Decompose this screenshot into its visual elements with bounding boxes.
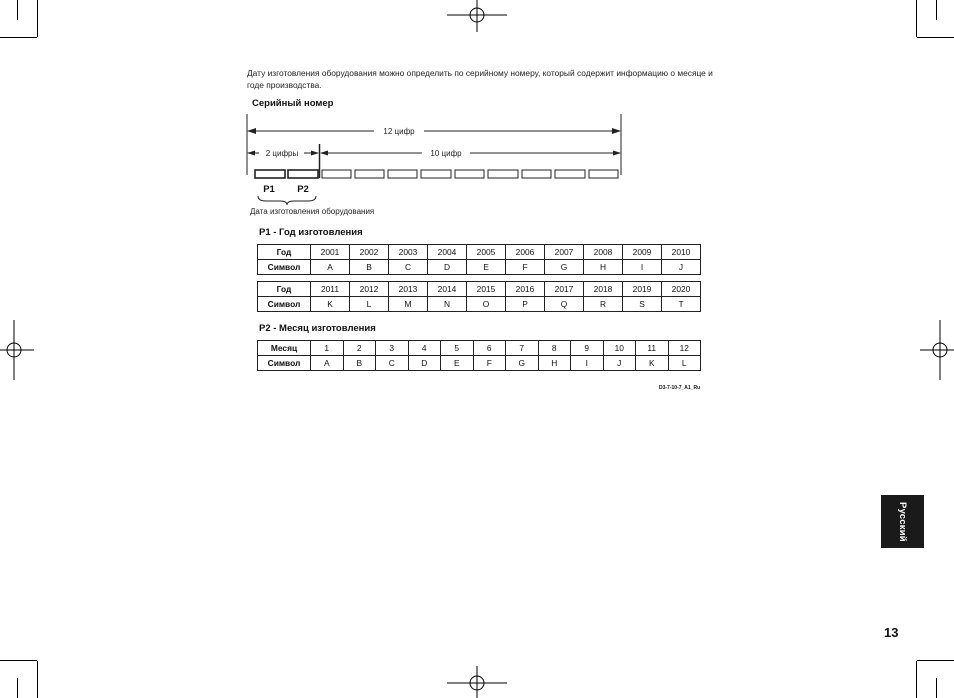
twelve-digits-label: 12 цифр — [383, 127, 415, 136]
year-cell: 2007 — [545, 245, 584, 260]
year-cell: 2018 — [584, 282, 623, 297]
year-cell: 2003 — [389, 245, 428, 260]
row-header-symbol: Символ — [258, 260, 311, 275]
symbol-cell: E — [441, 356, 474, 371]
year-cell: 2012 — [350, 282, 389, 297]
manufacture-date-label: Дата изготовления оборудования — [250, 207, 375, 216]
symbol-cell: T — [662, 297, 701, 312]
brace — [258, 196, 316, 205]
crop-mark — [936, 0, 937, 20]
arrow-head — [247, 128, 256, 134]
digit-box — [455, 170, 484, 178]
crop-mark — [0, 660, 37, 661]
month-cell: 11 — [636, 341, 669, 356]
crop-mark — [936, 678, 937, 698]
symbol-cell: A — [311, 356, 344, 371]
symbol-cell: H — [538, 356, 571, 371]
symbol-cell: K — [636, 356, 669, 371]
symbol-cell: M — [389, 297, 428, 312]
p2-label: P2 — [297, 184, 309, 195]
month-cell: 10 — [603, 341, 636, 356]
month-cell: 4 — [408, 341, 441, 356]
symbol-cell: C — [376, 356, 409, 371]
arrow-head — [247, 151, 255, 156]
digit-boxes — [255, 170, 618, 178]
digit-box — [589, 170, 618, 178]
registration-mark-bottom — [447, 666, 507, 698]
year-cell: 2013 — [389, 282, 428, 297]
year-cell: 2014 — [428, 282, 467, 297]
crop-mark — [17, 0, 18, 20]
symbol-cell: O — [467, 297, 506, 312]
crop-mark — [916, 661, 917, 698]
symbol-cell: B — [350, 260, 389, 275]
arrow-head — [613, 151, 621, 156]
arrow-head — [320, 151, 328, 156]
digit-box-p2 — [288, 170, 318, 178]
page-number: 13 — [884, 625, 899, 640]
digit-box — [355, 170, 384, 178]
symbol-cell: C — [389, 260, 428, 275]
year-section-heading: P1 - Год изготовления — [259, 227, 363, 238]
symbol-cell: I — [623, 260, 662, 275]
row-header-year: Год — [258, 282, 311, 297]
symbol-cell: Q — [545, 297, 584, 312]
month-cell: 9 — [571, 341, 604, 356]
symbol-cell: H — [584, 260, 623, 275]
year-table-2 — [257, 281, 701, 312]
row-header-month: Месяц — [258, 341, 311, 356]
crop-mark — [37, 661, 38, 698]
table-row — [258, 356, 701, 371]
year-cell: 2001 — [311, 245, 350, 260]
symbol-cell: F — [473, 356, 506, 371]
year-table-1 — [257, 244, 701, 275]
month-cell: 5 — [441, 341, 474, 356]
symbol-cell: G — [506, 356, 539, 371]
year-cell: 2015 — [467, 282, 506, 297]
p1-label: P1 — [263, 184, 275, 195]
month-cell: 12 — [668, 341, 701, 356]
year-cell: 2016 — [506, 282, 545, 297]
symbol-cell: L — [350, 297, 389, 312]
year-cell: 2004 — [428, 245, 467, 260]
serial-number-diagram — [244, 110, 634, 222]
two-digits-label: 2 цифры — [265, 149, 299, 158]
year-cell: 2008 — [584, 245, 623, 260]
symbol-cell: G — [545, 260, 584, 275]
language-tab — [881, 495, 924, 548]
row-header-year: Год — [258, 245, 311, 260]
crop-mark — [17, 678, 18, 698]
symbol-cell: B — [343, 356, 376, 371]
month-section-heading: P2 - Месяц изготовления — [259, 323, 376, 334]
year-cell: 2006 — [506, 245, 545, 260]
symbol-cell: I — [571, 356, 604, 371]
month-table — [257, 340, 701, 371]
symbol-cell: A — [311, 260, 350, 275]
digit-box — [488, 170, 518, 178]
month-cell: 8 — [538, 341, 571, 356]
month-cell: 2 — [343, 341, 376, 356]
digit-box — [421, 170, 451, 178]
symbol-cell: P — [506, 297, 545, 312]
arrow-head — [311, 151, 319, 156]
symbol-cell: J — [603, 356, 636, 371]
document-id: D3-7-10-7_A1_Ru — [659, 385, 701, 391]
symbol-cell: F — [506, 260, 545, 275]
year-cell: 2002 — [350, 245, 389, 260]
symbol-cell: D — [408, 356, 441, 371]
crop-mark — [917, 660, 954, 661]
month-cell: 7 — [506, 341, 539, 356]
registration-mark-top — [447, 0, 507, 32]
year-cell: 2020 — [662, 282, 701, 297]
year-cell: 2010 — [662, 245, 701, 260]
crop-mark — [917, 37, 954, 38]
intro-paragraph: Дату изготовления оборудования можно определить по серийному номеру, который содержит информацию о месяце и годе производства. — [247, 68, 713, 90]
symbol-cell: S — [623, 297, 662, 312]
symbol-cell: K — [311, 297, 350, 312]
month-cell: 3 — [376, 341, 409, 356]
ten-digits-label: 10 цифр — [430, 149, 462, 158]
crop-mark — [0, 37, 37, 38]
registration-mark-right — [920, 320, 954, 380]
table-row — [258, 282, 701, 297]
table-row — [258, 260, 701, 275]
month-cell: 1 — [311, 341, 344, 356]
digit-box — [522, 170, 551, 178]
symbol-cell: E — [467, 260, 506, 275]
digit-box — [555, 170, 585, 178]
row-header-symbol: Символ — [258, 297, 311, 312]
crop-mark — [37, 0, 38, 37]
month-cell: 6 — [473, 341, 506, 356]
language-tab-label: Русский — [897, 501, 908, 542]
year-cell: 2005 — [467, 245, 506, 260]
symbol-cell: R — [584, 297, 623, 312]
year-cell: 2017 — [545, 282, 584, 297]
year-cell: 2009 — [623, 245, 662, 260]
arrow-head — [612, 128, 621, 134]
registration-mark-left — [0, 320, 34, 380]
symbol-cell: D — [428, 260, 467, 275]
digit-box — [322, 170, 351, 178]
digit-box — [388, 170, 417, 178]
symbol-cell: N — [428, 297, 467, 312]
serial-number-heading: Серийный номер — [252, 98, 334, 109]
table-row — [258, 297, 701, 312]
year-cell: 2019 — [623, 282, 662, 297]
crop-mark — [916, 0, 917, 37]
symbol-cell: J — [662, 260, 701, 275]
row-header-symbol: Символ — [258, 356, 311, 371]
digit-box-p1 — [255, 170, 285, 178]
table-row — [258, 245, 701, 260]
symbol-cell: L — [668, 356, 701, 371]
year-cell: 2011 — [311, 282, 350, 297]
table-row — [258, 341, 701, 356]
